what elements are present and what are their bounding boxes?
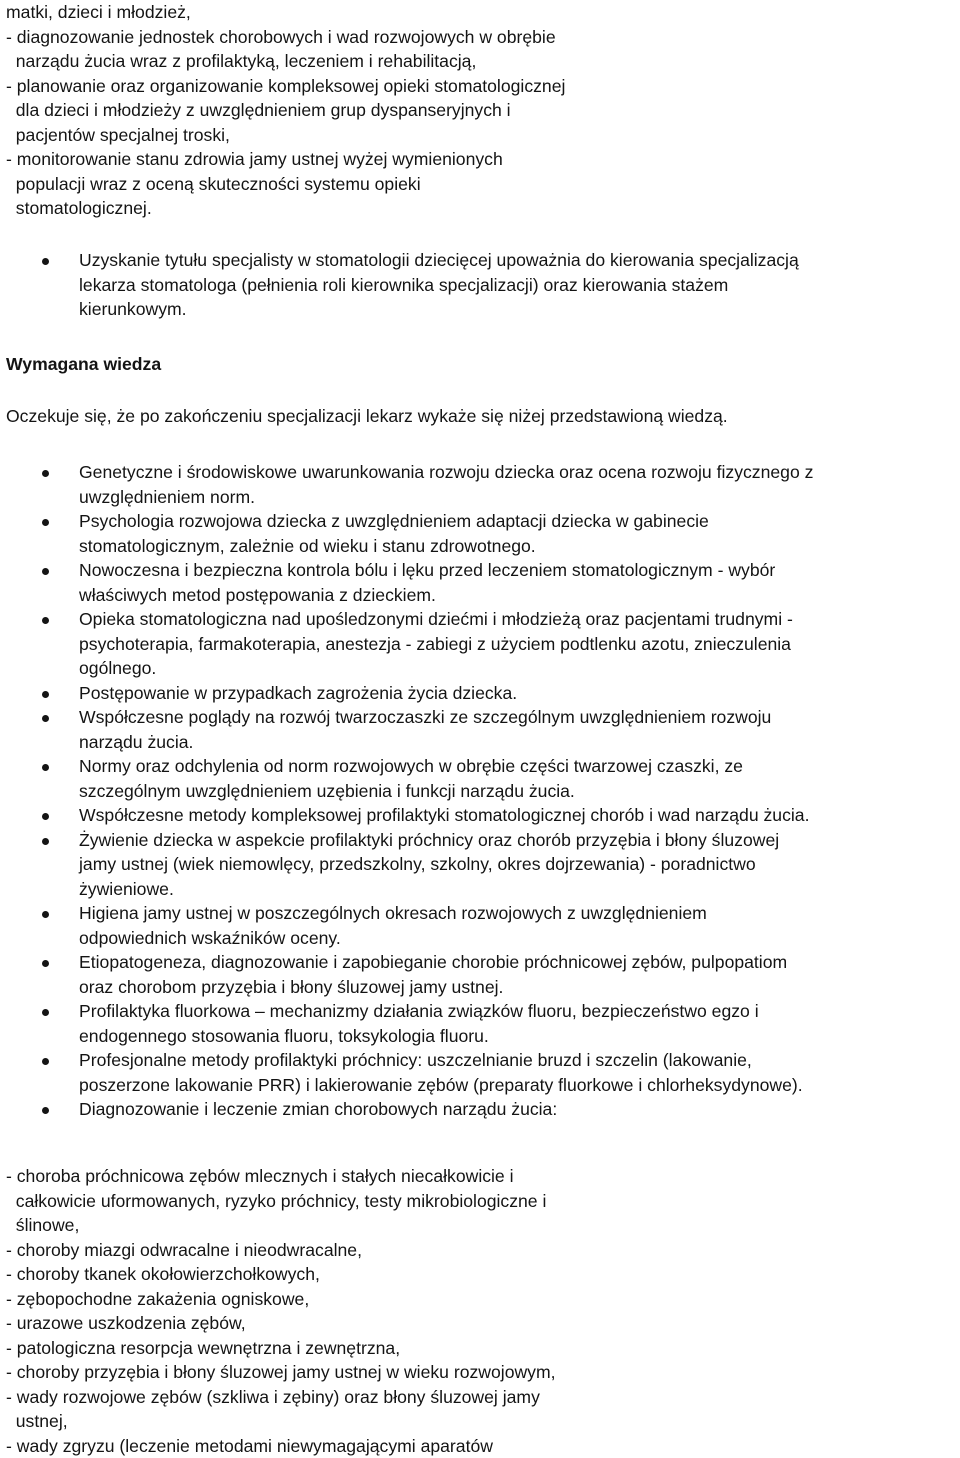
bullet-icon — [42, 691, 49, 698]
knowledge-item-line: Żywienie dziecka w aspekcie profilaktyki próchnicy oraz chorób przyzębia i błony śluzowej — [79, 828, 960, 853]
knowledge-item-line: Współczesne metody kompleksowej profilaktyki stomatologicznej chorób i wad narządu żucia. — [79, 803, 960, 828]
bullet-icon — [42, 813, 49, 820]
bullet-line: Uzyskanie tytułu specjalisty w stomatologii dziecięcej upoważnia do kierowania specjalizacją — [79, 248, 960, 273]
bullet-icon — [42, 470, 49, 477]
text-line: - choroby miazgi odwracalne i nieodwracalne, — [6, 1238, 960, 1263]
text-line: - monitorowanie stanu zdrowia jamy ustnej wyżej wymienionych — [6, 147, 960, 172]
knowledge-item-line: Etiopatogeneza, diagnozowanie i zapobieganie chorobie próchnicowej zębów, pulpopatiom — [79, 950, 960, 975]
bullet-line: kierunkowym. — [79, 297, 960, 322]
knowledge-item-line: żywieniowe. — [79, 877, 960, 902]
bullet-icon — [42, 764, 49, 771]
knowledge-item-line: uwzględnieniem norm. — [79, 485, 960, 510]
knowledge-item-line: Nowoczesna i bezpieczna kontrola bólu i lęku przed leczeniem stomatologicznym - wybór — [79, 558, 960, 583]
knowledge-item-line: jamy ustnej (wiek niemowlęcy, przedszkolny, szkolny, okres dojrzewania) - poradnictwo — [79, 852, 960, 877]
knowledge-item — [0, 754, 960, 803]
knowledge-item-line: Psychologia rozwojowa dziecka z uwzględnieniem adaptacji dziecka w gabinecie — [79, 509, 960, 534]
knowledge-item — [0, 1048, 960, 1097]
text-line: - wady rozwojowe zębów (szkliwa i zębiny) oraz błony śluzowej jamy — [6, 1385, 960, 1410]
section-heading-block — [6, 352, 960, 377]
knowledge-item — [0, 509, 960, 558]
text-line: - choroby tkanek okołowierzchołkowych, — [6, 1262, 960, 1287]
knowledge-item — [0, 558, 960, 607]
text-line: - choroby przyzębia i błony śluzowej jamy ustnej w wieku rozwojowym, — [6, 1360, 960, 1385]
bullet-icon — [42, 911, 49, 918]
knowledge-item-line: ogólnego. — [79, 656, 960, 681]
knowledge-item-line: Normy oraz odchylenia od norm rozwojowych w obrębie części twarzowej czaszki, ze — [79, 754, 960, 779]
knowledge-item — [0, 999, 960, 1048]
text-line: - zębopochodne zakażenia ogniskowe, — [6, 1287, 960, 1312]
knowledge-item-line: Higiena jamy ustnej w poszczególnych okresach rozwojowych z uwzględnieniem — [79, 901, 960, 926]
bullet-icon — [42, 258, 49, 265]
bottom-list — [6, 1164, 960, 1458]
knowledge-list — [0, 460, 960, 1122]
bullet-icon — [42, 1058, 49, 1065]
knowledge-item-line: odpowiednich wskaźników oceny. — [79, 926, 960, 951]
text-line: ustnej, — [6, 1409, 960, 1434]
knowledge-item — [0, 1097, 960, 1122]
bullet-icon — [42, 617, 49, 624]
text-line: - choroba próchnicowa zębów mlecznych i stałych niecałkowicie i — [6, 1164, 960, 1189]
knowledge-item-line: szczególnym uwzględnieniem uzębienia i funkcji narządu żucia. — [79, 779, 960, 804]
text-line: - wady zgryzu (leczenie metodami niewymagającymi aparatów — [6, 1434, 960, 1458]
knowledge-item — [0, 705, 960, 754]
bullet-item — [0, 248, 960, 322]
text-line: - diagnozowanie jednostek chorobowych i wad rozwojowych w obrębie — [6, 25, 960, 50]
text-line: - patologiczna resorpcja wewnętrzna i zewnętrzna, — [6, 1336, 960, 1361]
knowledge-item-line: endogennego stosowania fluoru, toksykologia fluoru. — [79, 1024, 960, 1049]
bullet-icon — [42, 1009, 49, 1016]
knowledge-item — [0, 803, 960, 828]
bullet-icon — [42, 960, 49, 967]
text-line: stomatologicznej. — [6, 196, 960, 221]
title-bullet — [0, 248, 960, 322]
top-list — [6, 0, 960, 221]
knowledge-item-line: psychoterapia, farmakoterapia, anestezja - zabiegi z użyciem podtlenku azotu, znieczulenia — [79, 632, 960, 657]
knowledge-item-line: poszerzone lakowanie PRR) i lakierowanie zębów (preparaty fluorkowe i chlorheksydynowe). — [79, 1073, 960, 1098]
knowledge-item-line: Profilaktyka fluorkowa – mechanizmy działania związków fluoru, bezpieczeństwo egzo i — [79, 999, 960, 1024]
text-line: całkowicie uformowanych, ryzyko próchnicy, testy mikrobiologiczne i — [6, 1189, 960, 1214]
knowledge-item — [0, 828, 960, 902]
text-line: populacji wraz z oceną skuteczności systemu opieki — [6, 172, 960, 197]
bullet-icon — [42, 519, 49, 526]
bullet-icon — [42, 838, 49, 845]
knowledge-item — [0, 607, 960, 681]
knowledge-item-line: właściwych metod postępowania z dzieckiem. — [79, 583, 960, 608]
text-line: ślinowe, — [6, 1213, 960, 1238]
bullet-line: lekarza stomatologa (pełnienia roli kierownika specjalizacji) oraz kierowania stażem — [79, 273, 960, 298]
text-line: - urazowe uszkodzenia zębów, — [6, 1311, 960, 1336]
knowledge-item-line: Współczesne poglądy na rozwój twarzoczaszki ze szczególnym uwzględnieniem rozwoju — [79, 705, 960, 730]
section-heading: Wymagana wiedza — [6, 352, 960, 377]
text-line: narządu żucia wraz z profilaktyką, leczeniem i rehabilitacją, — [6, 49, 960, 74]
knowledge-item-line: Genetyczne i środowiskowe uwarunkowania rozwoju dziecka oraz ocena rozwoju fizycznego z — [79, 460, 960, 485]
intro-text: Oczekuje się, że po zakończeniu specjalizacji lekarz wykaże się niżej przedstawioną wiedzą. — [6, 404, 960, 429]
knowledge-item — [0, 901, 960, 950]
knowledge-item-line: Diagnozowanie i leczenie zmian chorobowych narządu żucia: — [79, 1097, 960, 1122]
text-line: - planowanie oraz organizowanie kompleksowej opieki stomatologicznej — [6, 74, 960, 99]
knowledge-item-line: oraz chorobom przyzębia i błony śluzowej jamy ustnej. — [79, 975, 960, 1000]
bullet-icon — [42, 715, 49, 722]
bullet-icon — [42, 568, 49, 575]
text-line: dla dzieci i młodzieży z uwzględnieniem grup dyspanseryjnych i — [6, 98, 960, 123]
text-line: matki, dzieci i młodzież, — [6, 0, 960, 25]
knowledge-item-line: stomatologicznym, zależnie od wieku i stanu zdrowotnego. — [79, 534, 960, 559]
knowledge-item-line: narządu żucia. — [79, 730, 960, 755]
knowledge-item — [0, 681, 960, 706]
knowledge-item-line: Postępowanie w przypadkach zagrożenia życia dziecka. — [79, 681, 960, 706]
text-line: pacjentów specjalnej troski, — [6, 123, 960, 148]
knowledge-item-line: Opieka stomatologiczna nad upośledzonymi dziećmi i młodzieżą oraz pacjentami trudnymi - — [79, 607, 960, 632]
knowledge-item — [0, 950, 960, 999]
bullet-icon — [42, 1107, 49, 1114]
knowledge-item — [0, 460, 960, 509]
knowledge-item-line: Profesjonalne metody profilaktyki próchnicy: uszczelnianie bruzd i szczelin (lakowanie, — [79, 1048, 960, 1073]
intro-block — [6, 404, 960, 429]
